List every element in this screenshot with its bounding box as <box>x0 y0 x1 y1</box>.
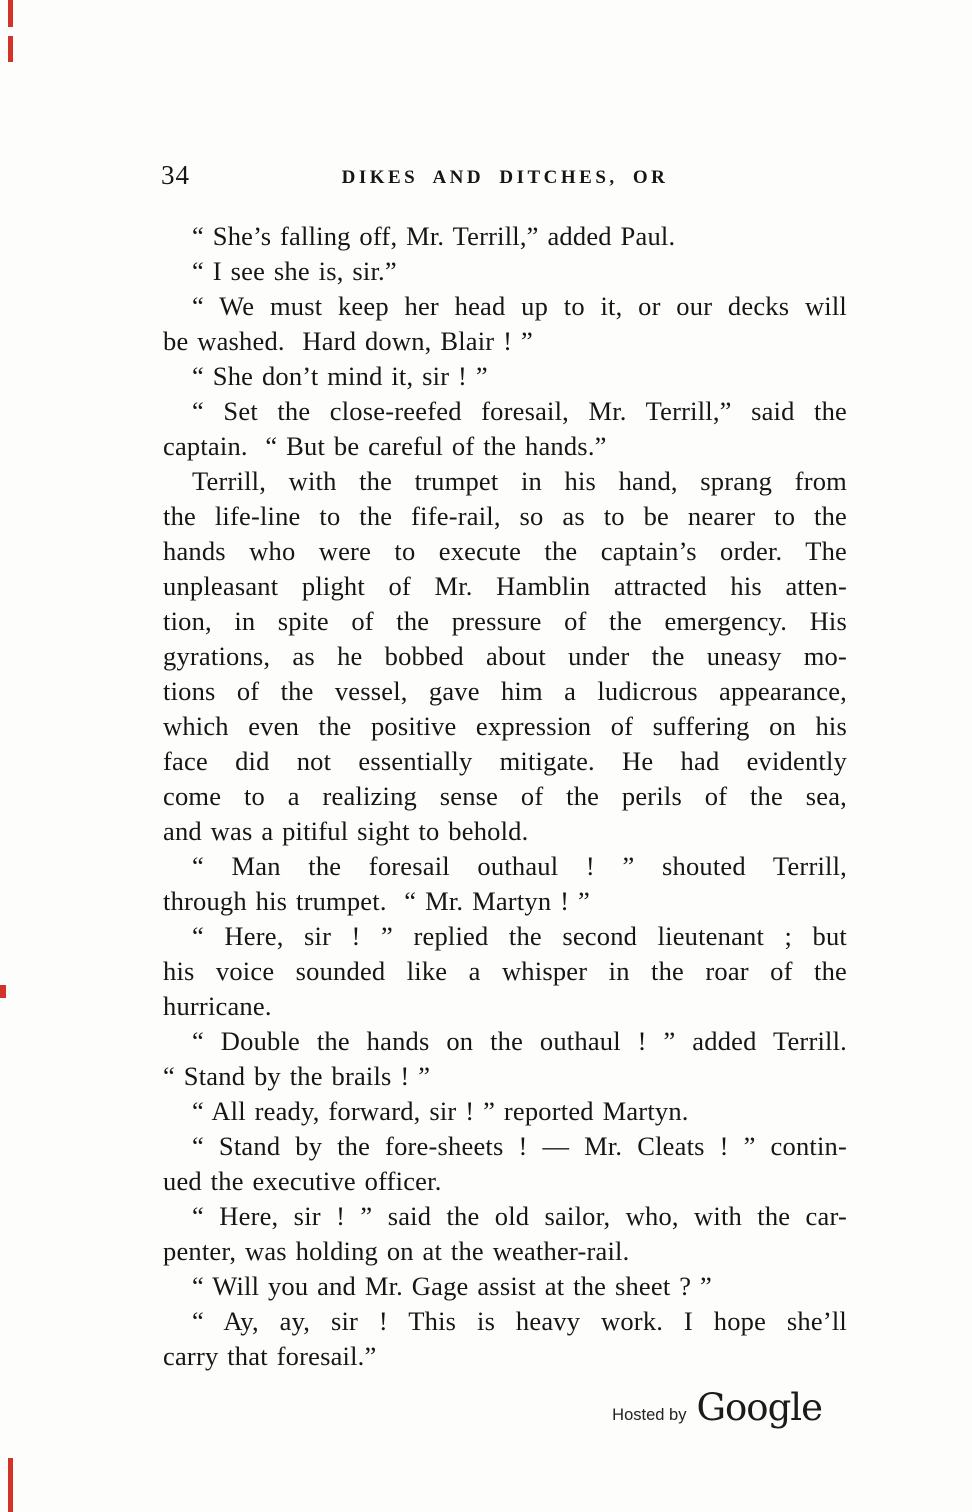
hosted-by-label: Hosted by <box>612 1406 687 1424</box>
text-line: hurricane. <box>163 991 272 1021</box>
text-line: gyrations, as he bobbed about under the uneasy mo- <box>163 641 847 671</box>
page-number: 34 <box>161 160 190 190</box>
text-line: “ She don’t mind it, sir ! ” <box>192 361 488 391</box>
text-line: be washed. Hard down, Blair ! ” <box>163 326 533 356</box>
text-line: hands who were to execute the captain’s order. The <box>163 536 847 566</box>
text-line: face did not essentially mitigate. He had evidently <box>163 746 847 776</box>
text-line: which even the positive expression of suffering on his <box>163 711 847 741</box>
text-line: tion, in spite of the pressure of the emergency. His <box>163 606 847 636</box>
text-line: the life-line to the fife-rail, so as to be nearer to the <box>163 501 847 531</box>
text-line: “ Here, sir ! ” replied the second lieutenant ; but <box>192 921 847 951</box>
text-line: “ She’s falling off, Mr. Terrill,” added Paul. <box>192 221 676 251</box>
text-line: carry that foresail.” <box>163 1341 377 1371</box>
scan-artifact-left-middle <box>0 985 6 998</box>
text-line: captain. “ But be careful of the hands.” <box>163 431 607 461</box>
text-line: “ Set the close-reefed foresail, Mr. Terrill,” said the <box>192 396 847 426</box>
text-line: “ Man the foresail outhaul ! ” shouted Terrill, <box>192 851 847 881</box>
scan-artifact-bottom <box>8 1458 13 1512</box>
text-line: ued the executive officer. <box>163 1166 442 1196</box>
text-line: Terrill, with the trumpet in his hand, sprang from <box>192 466 847 496</box>
scan-artifact-top-1 <box>8 0 13 27</box>
text-line: “ Stand by the fore-sheets ! — Mr. Cleats ! ” contin- <box>192 1131 847 1161</box>
text-line: his voice sounded like a whisper in the roar of the <box>163 956 847 986</box>
page-text <box>163 219 847 1374</box>
google-watermark <box>612 1386 822 1429</box>
google-logo: Google <box>696 1386 822 1429</box>
text-line: “ Double the hands on the outhaul ! ” added Terrill. <box>192 1026 847 1056</box>
text-line: come to a realizing sense of the perils of the sea, <box>163 781 847 811</box>
text-line: “ Stand by the brails ! ” <box>163 1061 431 1091</box>
text-line: “ Ay, ay, sir ! This is heavy work. I hope she’ll <box>192 1306 847 1336</box>
text-line: “ Will you and Mr. Gage assist at the sheet ? ” <box>192 1271 712 1301</box>
running-header: DIKES AND DITCHES, OR <box>341 167 669 188</box>
scan-artifact-top-2 <box>8 36 13 62</box>
text-line: “ I see she is, sir.” <box>192 256 397 286</box>
text-line: “ Here, sir ! ” said the old sailor, who, with the car- <box>192 1201 847 1231</box>
text-line: penter, was holding on at the weather-rail. <box>163 1236 630 1266</box>
text-line: and was a pitiful sight to behold. <box>163 816 529 846</box>
text-line: unpleasant plight of Mr. Hamblin attracted his atten- <box>163 571 847 601</box>
text-line: “ All ready, forward, sir ! ” reported Martyn. <box>192 1096 689 1126</box>
text-line: tions of the vessel, gave him a ludicrous appearance, <box>163 676 847 706</box>
text-line: “ We must keep her head up to it, or our decks will <box>192 291 847 321</box>
text-line: through his trumpet. “ Mr. Martyn ! ” <box>163 886 590 916</box>
